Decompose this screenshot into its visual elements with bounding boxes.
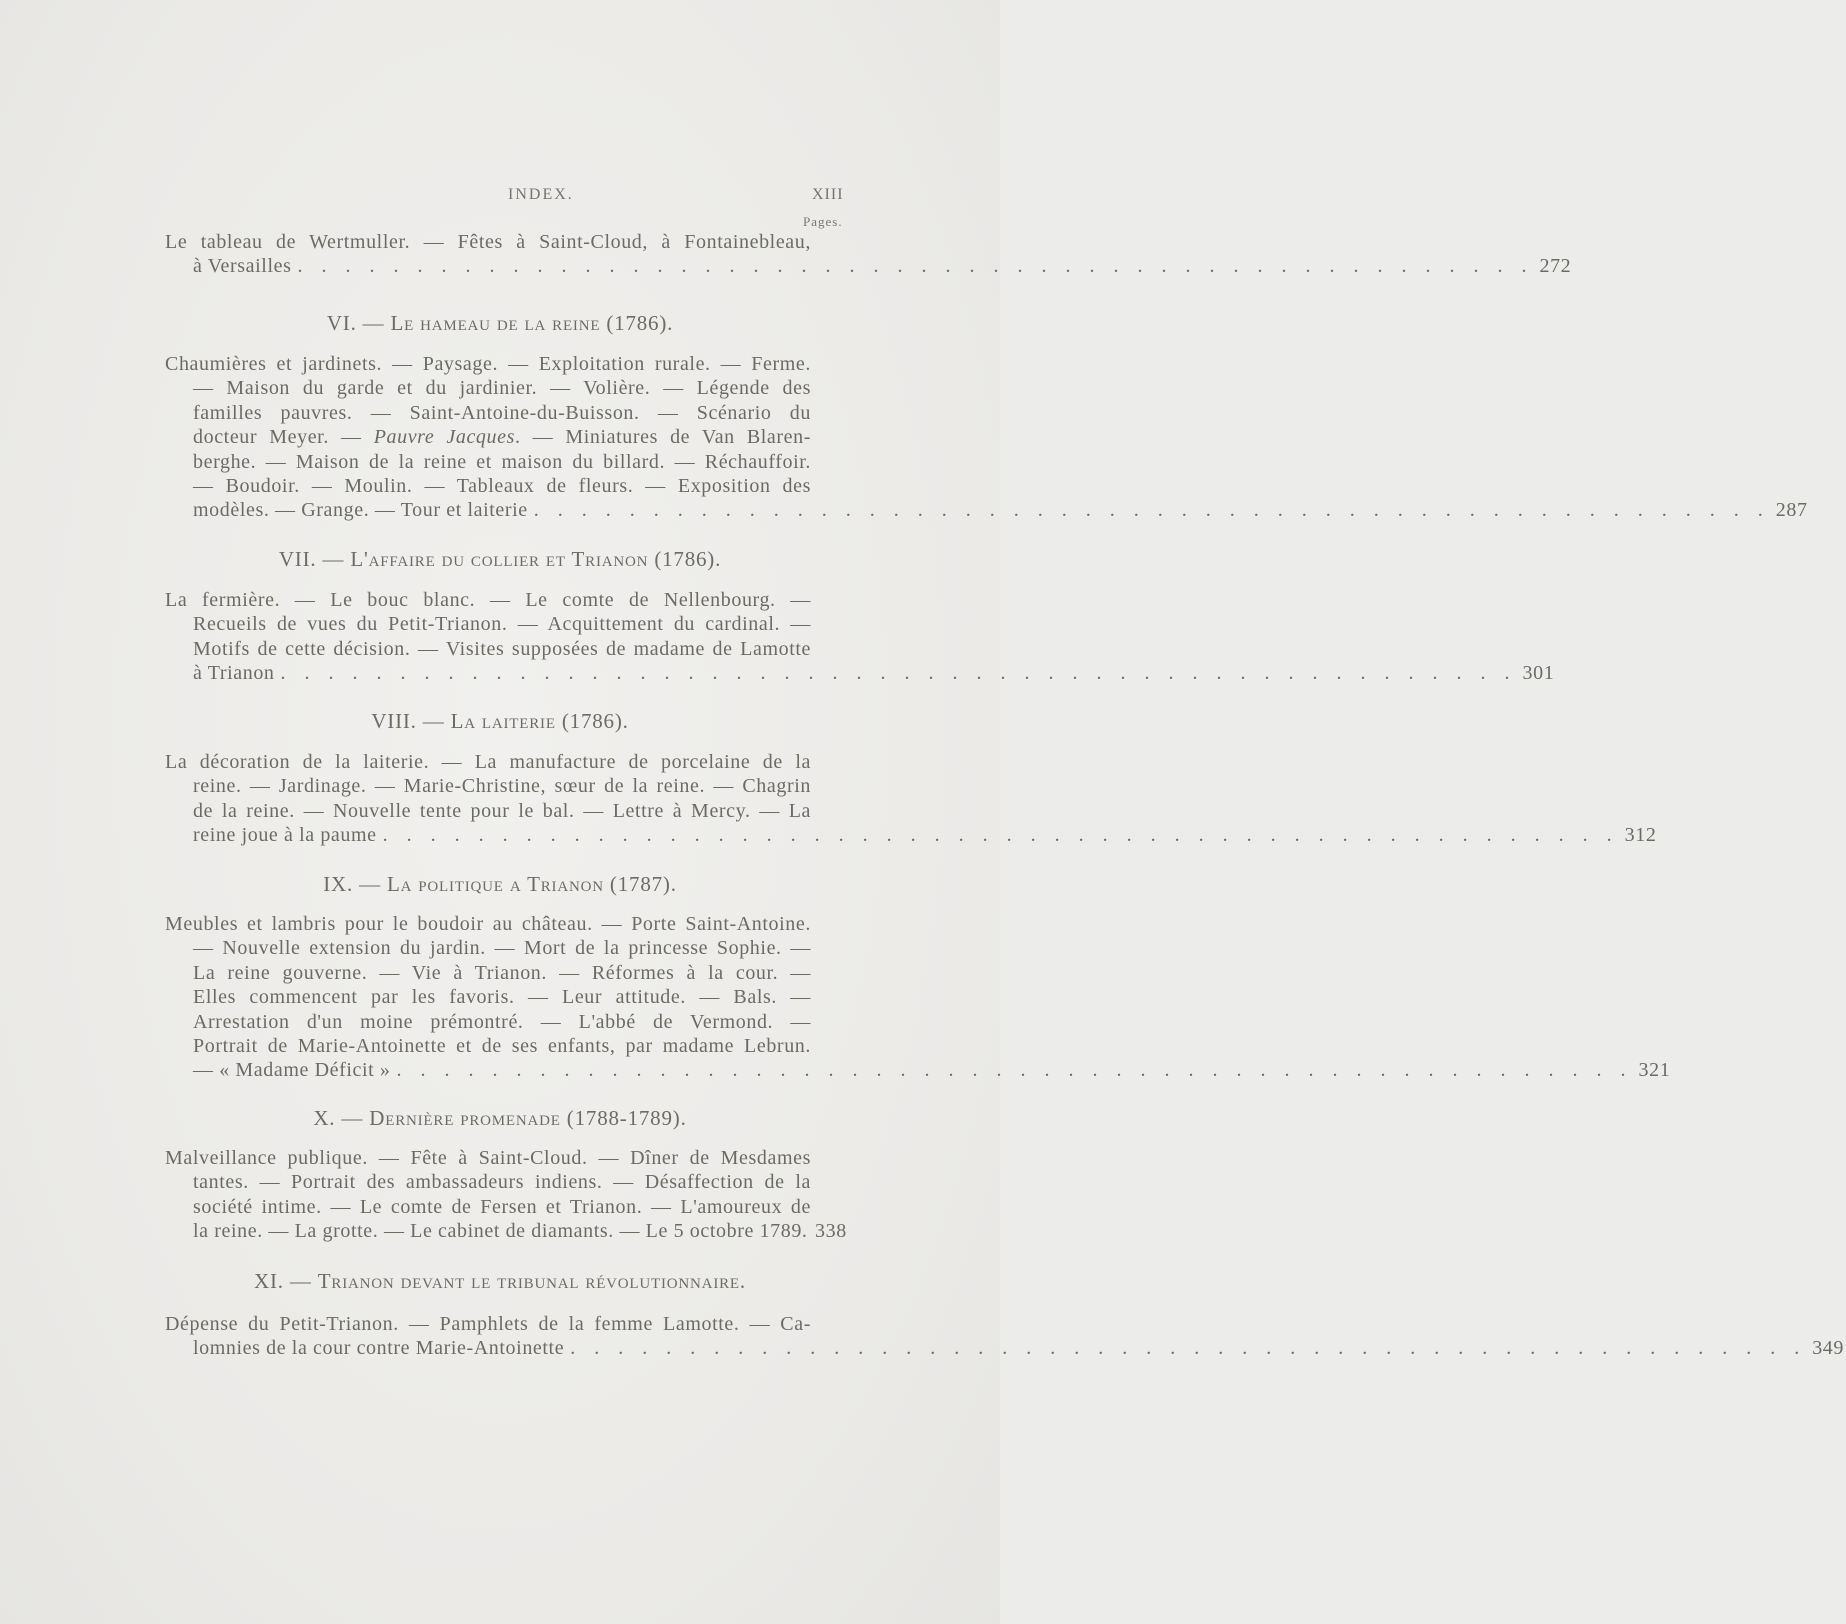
entry-last-line [165,1336,1844,1360]
dot-leader: . . . . . . . . . . . . . . . . . . . . . . . . . . . . . . . . . . . . . . . . . . . . . . . . . . . . [280,662,1517,685]
entry-line: modèles. — Grange. — Tour et laiterie [193,499,528,522]
chapter-heading: IX. — La politique a Trianon (1787). [323,872,677,896]
page-number: 287 [1775,499,1808,522]
entry-last-line [165,661,1555,685]
index-entry [165,230,1572,279]
entry-line: reine. — Jardinage. — Marie-Christine, sœur de la reine. — Chagrin [193,775,811,798]
entry-line: à Trianon [193,662,275,685]
page-number: 321 [1638,1059,1671,1082]
entry-line: docteur Meyer. — Pauvre Jacques. — Miniatures de Van Blaren- [193,426,812,449]
pages-column-label: Pages. [803,214,843,229]
index-entry [165,588,1555,686]
dot-leader: . . . . . . . . . . . . . . . . . . . . . . . . . . . . . . . . . . . . . . . . . . . . . . . . . . . . [533,499,1770,522]
dot-leader: . . . . . . . . . . . . . . . . . . . . . . . . . . . . . . . . . . . . . . . . . . . . . . . . . . . . [396,1059,1633,1082]
entry-line: Le tableau de Wertmuller. — Fêtes à Saint-Cloud, à Fontainebleau, [165,231,811,253]
index-entry [165,1312,1844,1361]
running-head-title: INDEX. [508,186,574,203]
dot-leader: . . . . . . . . . . . . . . . . . . . . . . . . . . . . . . . . . . . . . . . . . . . . . . . . . . . . [297,255,1534,278]
page-number: 338 [815,1220,847,1243]
entry-line: Meubles et lambris pour le boudoir au château. — Porte Saint-Antoine. [165,913,811,935]
index-entry [165,1146,849,1244]
chapter-heading: VII. — L'affaire du collier et Trianon (1786). [278,547,722,571]
chapter-heading: XI. — Trianon devant le tribunal révolutionnaire. [254,1269,746,1293]
dot-leader: . . . . . . . . . . . . . . . . . . . . . . . . . . . . . . . . . . . . . . . . . . . . . . . . . . . . [570,1337,1807,1360]
entry-line: la reine. — La grotte. — Le cabinet de diamants. — Le 5 octobre 1789. [193,1220,808,1243]
entry-line: Dépense du Petit-Trianon. — Pamphlets de la femme Lamotte. — Ca- [165,1313,811,1335]
chapter-heading: VIII. — La laiterie (1786). [371,709,629,733]
page-number: 312 [1624,824,1657,847]
index-entry [165,912,1671,1083]
entry-line: Portrait de Marie-Antoinette et de ses enfants, par madame Lebrun. [193,1034,811,1057]
dot-leader: . . . . . . . . . . . . . . . . . . . . . . . . . . . . . . . . . . . . . . . . . . . . . . . . . . . . [382,824,1619,847]
page-number: 301 [1522,662,1555,685]
entry-line: à Versailles [193,255,292,278]
entry-last-line [165,254,1572,278]
entry-line: tantes. — Portrait des ambassadeurs indiens. — Désaffection de la [193,1171,811,1194]
entry-line: familles pauvres. — Saint-Antoine-du-Buisson. — Scénario du [193,401,811,424]
entry-line: Recueils de vues du Petit-Trianon. — Acquittement du cardinal. — [193,613,811,636]
entry-line: — Maison du garde et du jardinier. — Volière. — Légende des [193,377,811,400]
entry-line: — Nouvelle extension du jardin. — Mort de la princesse Sophie. — [193,937,811,960]
entry-line: berghe. — Maison de la reine et maison du billard. — Réchauffoir. [193,450,811,473]
entry-line: — Boudoir. — Moulin. — Tableaux de fleurs. — Exposition des [193,474,811,497]
entry-line: lomnies de la cour contre Marie-Antoinette [193,1337,565,1360]
chapter-heading: VI. — Le hameau de la reine (1786). [326,311,674,335]
entry-line: Arrestation d'un moine prémontré. — L'abbé de Vermond. — [193,1010,811,1033]
entry-line: Motifs de cette décision. — Visites supposées de madame de Lamotte [193,637,811,660]
entry-last-line [165,1219,849,1243]
entry-line: de la reine. — Nouvelle tente pour le bal. — Lettre à Mercy. — La [193,799,811,822]
entry-last-line [165,1058,1671,1082]
index-entry [165,352,1808,523]
entry-last-line [165,823,1657,847]
entry-last-line [165,498,1808,522]
page-number: 272 [1539,255,1572,278]
page-number: 349 [1812,1337,1844,1360]
entry-line: Elles commencent par les favoris. — Leur attitude. — Bals. — [193,986,811,1009]
entry-line: Chaumières et jardinets. — Paysage. — Exploitation rurale. — Ferme. [165,353,811,375]
entry-line: La reine gouverne. — Vie à Trianon. — Réformes à la cour. — [193,961,811,984]
chapter-heading: X. — Dernière promenade (1788-1789). [313,1106,687,1130]
entry-line: reine joue à la paume [193,824,377,847]
entry-line: société intime. — Le comte de Fersen et Trianon. — L'amoureux de [193,1195,811,1218]
entry-line: La fermière. — Le bouc blanc. — Le comte de Nellenbourg. — [165,589,811,611]
page-folio: XIII [812,186,844,203]
index-entry [165,750,1657,848]
entry-line: Malveillance publique. — Fête à Saint-Cloud. — Dîner de Mesdames [165,1147,811,1169]
entry-line: — « Madame Déficit » [193,1059,391,1082]
entry-line: La décoration de la laiterie. — La manufacture de porcelaine de la [165,751,811,773]
